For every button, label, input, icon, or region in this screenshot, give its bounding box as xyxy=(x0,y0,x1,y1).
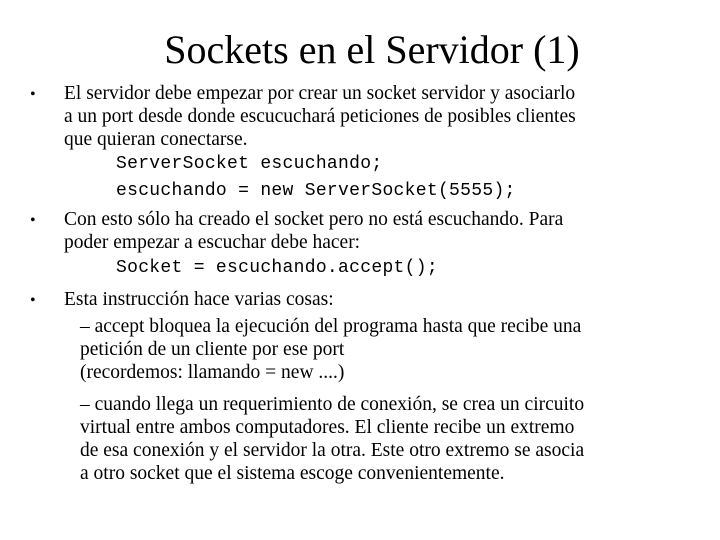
subitem-line: – accept bloquea la ejecución del programa hasta que recibe una xyxy=(80,316,582,337)
bullet-marker: • xyxy=(30,86,36,103)
subitem-1 xyxy=(80,315,581,384)
bullet-line: Esta instrucción hace varias cosas: xyxy=(64,289,334,310)
bullet-line: que quieran conectarse. xyxy=(64,129,248,150)
code-line: Socket = escuchando.accept(); xyxy=(116,258,438,278)
bullet-line: poder empezar a escuchar debe hacer: xyxy=(64,232,361,253)
code-block-2 xyxy=(116,255,438,282)
subitem-2 xyxy=(80,393,584,485)
bullet-line: El servidor debe empezar por crear un socket servidor y asociarlo xyxy=(64,83,576,104)
bullet-1-text xyxy=(64,82,576,151)
bullet-line: a un port desde donde escucuchará peticiones de posibles clientes xyxy=(64,106,576,127)
subitem-line: virtual entre ambos computadores. El cliente recibe un extremo xyxy=(80,417,575,438)
subitem-line: a otro socket que el sistema escoge convenientemente. xyxy=(80,463,505,484)
subitem-line: de esa conexión y el servidor la otra. Este otro extremo se asocia xyxy=(80,440,585,461)
subitem-line: (recordemos: llamando = new ....) xyxy=(80,362,345,383)
bullet-2-text xyxy=(64,208,563,254)
slide-title: Sockets en el Servidor (1) xyxy=(164,27,580,72)
bullet-marker: • xyxy=(30,212,36,229)
bullet-3-text xyxy=(64,288,334,311)
bullet-marker: • xyxy=(30,292,36,309)
code-line: escuchando = new ServerSocket(5555); xyxy=(116,181,516,201)
subitem-line: – cuando llega un requerimiento de conexión, se crea un circuito xyxy=(80,394,585,415)
code-block-1 xyxy=(116,151,516,205)
code-line: ServerSocket escuchando; xyxy=(116,154,383,174)
bullet-line: Con esto sólo ha creado el socket pero no está escuchando. Para xyxy=(64,209,564,230)
subitem-line: petición de un cliente por ese port xyxy=(80,339,345,360)
